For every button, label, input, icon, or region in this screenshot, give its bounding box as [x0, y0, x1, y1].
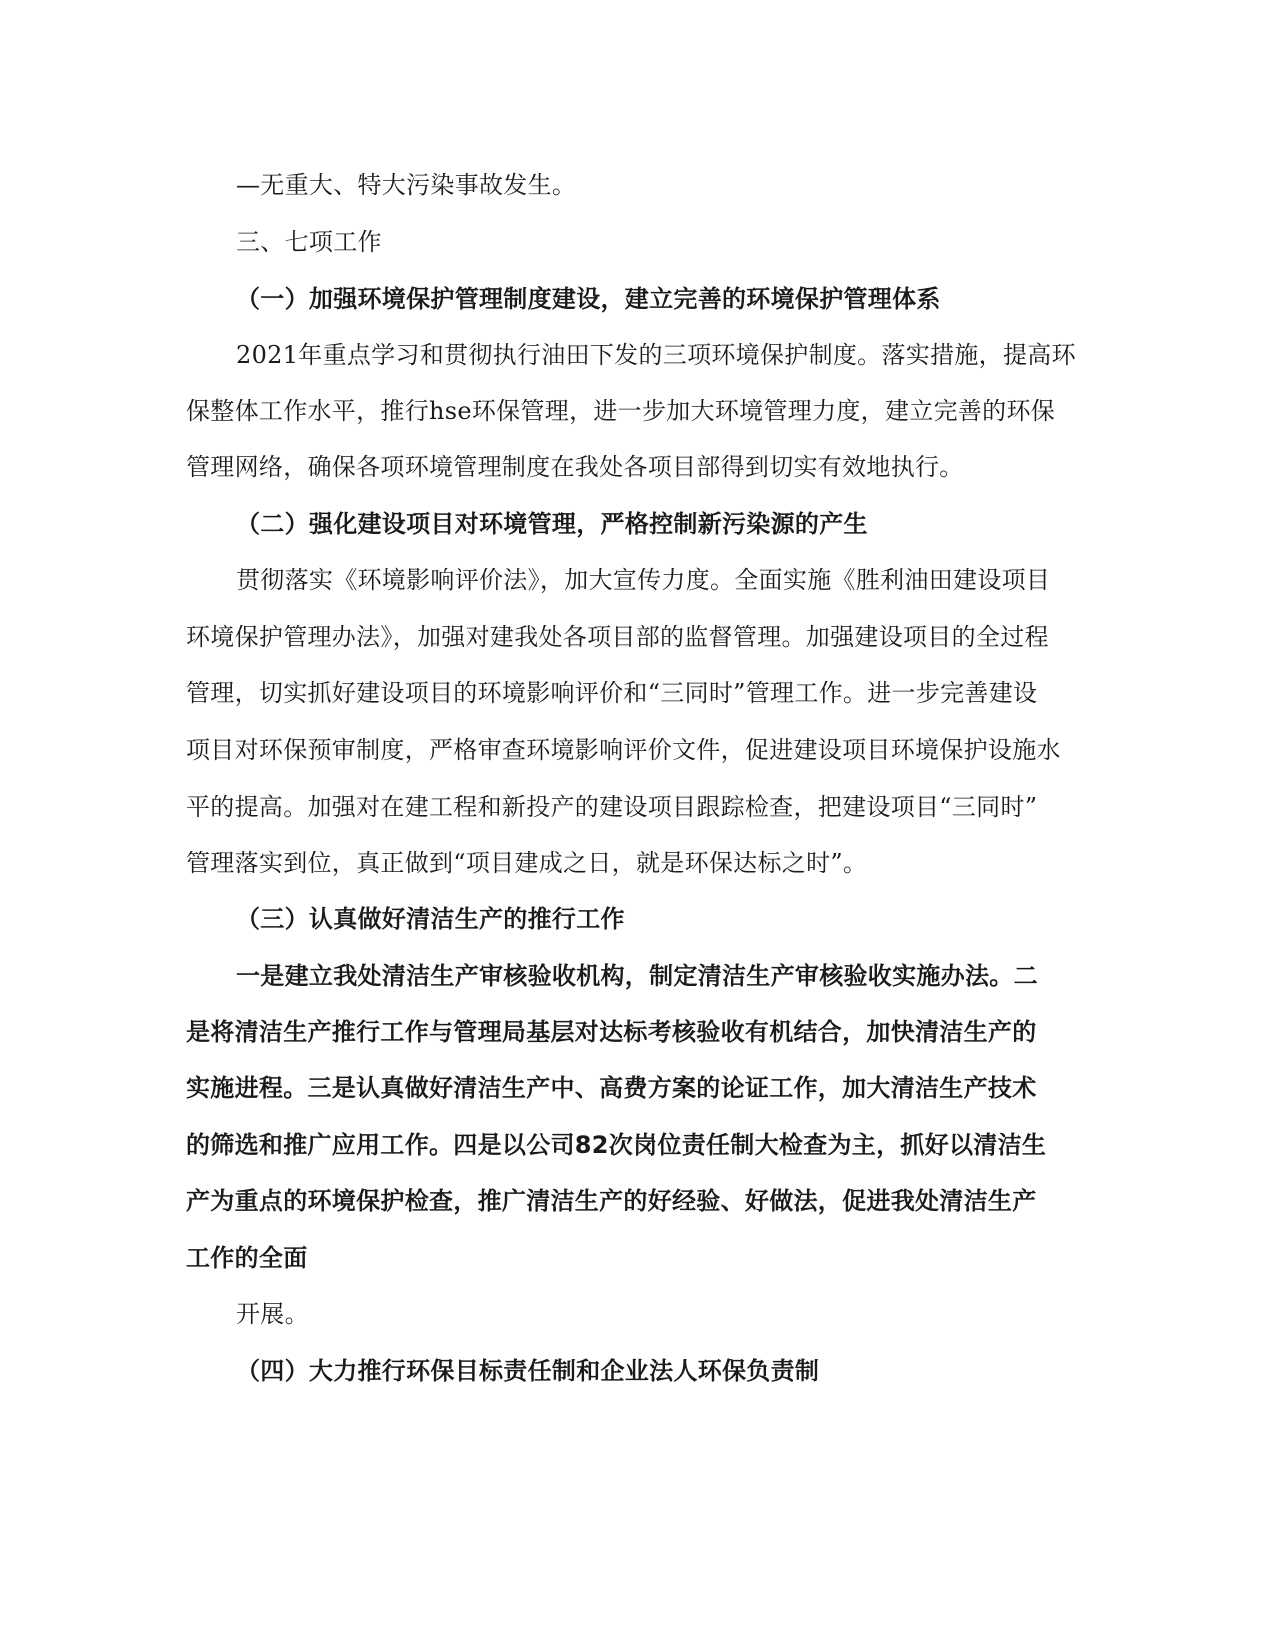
text-line: 2021年重点学习和贯彻执行油田下发的三项环境保护制度。落实措施，提高环	[236, 341, 1076, 369]
text-line: 是将清洁生产推行工作与管理局基层对达标考核验收有机结合，加快清洁生产的	[186, 1018, 1037, 1046]
text-line: —无重大、特大污染事故发生。	[236, 171, 577, 199]
text-line: 实施进程。三是认真做好清洁生产中、高费方案的论证工作，加大清洁生产技术	[186, 1074, 1037, 1102]
section-heading: 三、七项工作	[236, 228, 382, 256]
text-line: 一是建立我处清洁生产审核验收机构，制定清洁生产审核验收实施办法。二	[236, 962, 1038, 990]
text-line: 开展。	[236, 1300, 309, 1328]
text-line: 的筛选和推广应用工作。四是以公司82次岗位责任制大检查为主，抓好以清洁生	[186, 1131, 1047, 1159]
text-line: 产为重点的环境保护检查，推广清洁生产的好经验、好做法，促进我处清洁生产	[186, 1187, 1037, 1215]
subsection-heading: （一）加强环境保护管理制度建设，建立完善的环境保护管理体系	[236, 285, 941, 313]
text-line: 工作的全面	[186, 1244, 308, 1272]
subsection-heading: （二）强化建设项目对环境管理，严格控制新污染源的产生	[236, 510, 868, 538]
text-line: 保整体工作水平，推行hse环保管理，进一步加大环境管理力度，建立完善的环保	[186, 397, 1056, 425]
text-line: 环境保护管理办法》，加强对建我处各项目部的监督管理。加强建设项目的全过程	[186, 623, 1049, 651]
subsection-heading: （三）认真做好清洁生产的推行工作	[236, 905, 625, 933]
text-line: 管理落实到位，真正做到“项目建成之日，就是环保达标之时”。	[186, 849, 868, 877]
text-line: 项目对环保预审制度，严格审查环境影响评价文件，促进建设项目环境保护设施水	[186, 736, 1061, 764]
text-line: 管理网络，确保各项环境管理制度在我处各项目部得到切实有效地执行。	[186, 453, 964, 481]
text-line: 平的提高。加强对在建工程和新投产的建设项目跟踪检查，把建设项目“三同时”	[186, 793, 1038, 821]
subsection-heading: （四）大力推行环保目标责任制和企业法人环保负责制	[236, 1357, 820, 1385]
text-line: 管理，切实抓好建设项目的环境影响评价和“三同时”管理工作。进一步完善建设	[186, 679, 1038, 707]
text-line: 贯彻落实《环境影响评价法》，加大宣传力度。全面实施《胜利油田建设项目	[236, 566, 1051, 594]
